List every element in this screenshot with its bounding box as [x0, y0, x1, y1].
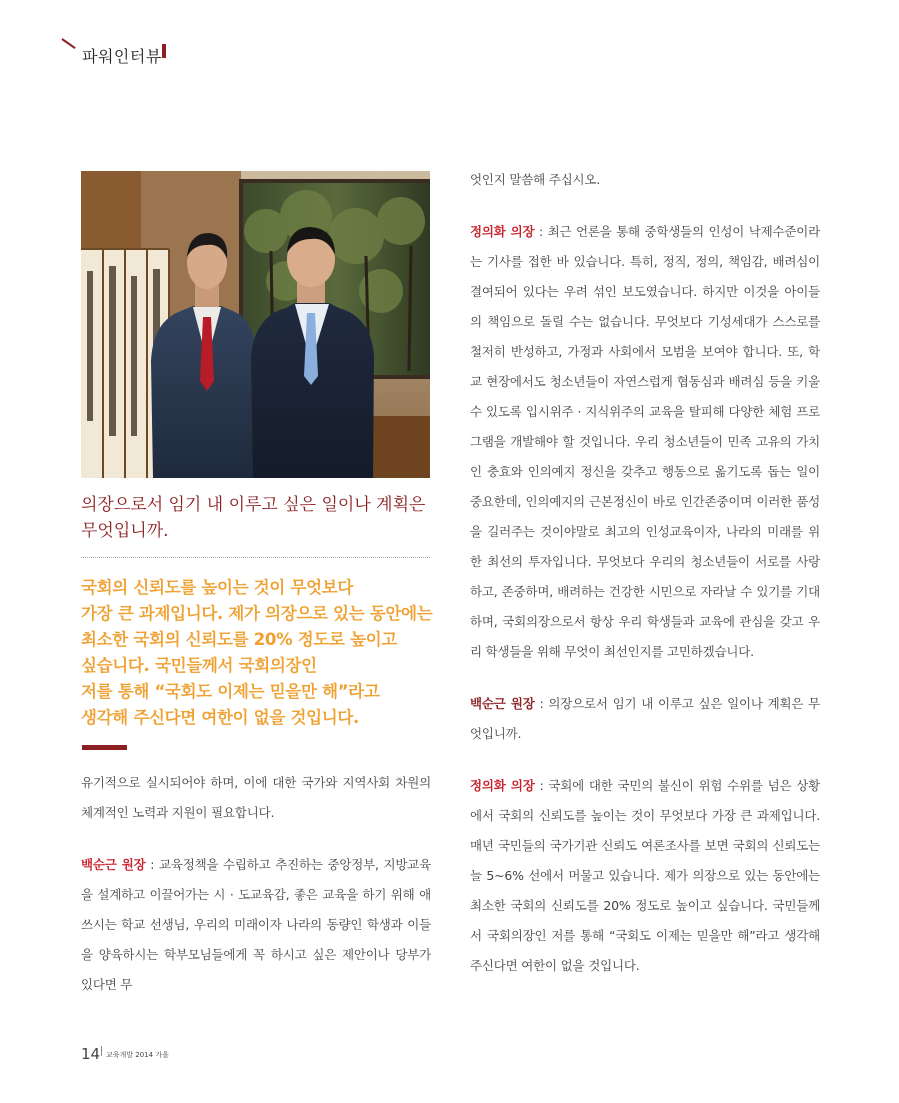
pull-quote-line: 가장 큰 과제입니다. 제가 의장으로 있는 동안에는: [81, 604, 433, 623]
speaker-name: 백순근 원장: [470, 696, 535, 711]
dotted-divider: [81, 557, 430, 558]
pull-quote-line: 저를 통해 “국회도 이제는 믿을만 해”라고: [81, 682, 380, 701]
speaker-name: 백순근 원장: [81, 857, 146, 872]
interview-photo: [81, 171, 430, 478]
body-paragraph: [81, 850, 431, 1000]
speaker-colon: :: [534, 224, 548, 239]
header-slash-mark: [61, 38, 75, 49]
footer-separator: [101, 1046, 102, 1056]
pull-quote-accent-bar: [82, 745, 127, 750]
speaker-name: 정의화 의장: [470, 224, 535, 239]
speaker-colon: :: [145, 857, 159, 872]
pull-quote-line: 생각해 주신다면 여한이 없을 것입니다.: [81, 708, 359, 727]
body-paragraph: [470, 689, 820, 749]
header-accent-bar: [162, 44, 166, 58]
paragraph-text: 교육정책을 수립하고 추진하는 중앙정부, 지방교육을 설계하고 이끌어가는 시 · 도교육감, 좋은 교육을 하기 위해 애쓰시는 학교 선생님, 우리의 미래이자 나라의 동량인 학생과 이들을 양육하시는 학부모님들에게 꼭 하시고 싶은 제안이나 당부가 있다면 무: [81, 857, 431, 992]
pull-quote-line: 국회의 신뢰도를 높이는 것이 무엇보다: [81, 578, 354, 597]
body-paragraph: [470, 217, 820, 667]
question-heading: 의장으로서 임기 내 이루고 싶은 일이나 계획은 무엇입니까.: [81, 495, 426, 541]
speaker-colon: :: [534, 696, 549, 711]
paragraph-text: 의장으로서 임기 내 이루고 싶은 일이나 계획은 무엇입니까.: [470, 696, 821, 741]
paragraph-text: 최근 언론을 통해 중학생들의 인성이 낙제수준이라는 기사를 접한 바 있습니다. 특히, 정직, 정의, 책임감, 배려심이 결여되어 있다는 우려 섞인 보도였습니다. 하지만 이것을 아이들의 책임으로 돌릴 수는 없습니다. 무엇보다 기성세대가 스스로를 철저히 반성하고, 가정과 사회에서 모범을 보여야 합니다. 또, 학교 현장에서도 청소년들이 자연스럽게 협동심과 배려심 등을 키울 수 있도록 입시위주 · 지식위주의 교육을 탈피해 다양한 체험 프로그램을 개발해야 할 것입니다. 우리 청소년들이 민족 고유의 가치인 충효와 인의예지 정신을 갖추고 행동으로 옮기도록 돕는 일이 중요한데, 인의예지의 근본정신이 바로 인간존중이며 이러한 품성을 길러주는 것이야말로 최고의 인성교육이자, 나라의 미래를 위한 최선의 투자입니다. 무엇보다 우리의 청소년들이 서로를 사랑하고, 존중하며, 배려하는 건강한 시민으로 자라날 수 있기를 기대하며, 국회의장으로서 항상 우리 학생들과 교육에 관심을 갖고 우리 학생들을 위해 무엇이 최선인지를 고민하겠습니다.: [470, 224, 820, 659]
speaker-colon: :: [534, 778, 549, 793]
body-paragraph: 유기적으로 실시되어야 하며, 이에 대한 국가와 지역사회 차원의 체계적인 노력과 지원이 필요합니다.: [81, 775, 431, 820]
right-column: [470, 165, 820, 1003]
body-paragraph: [470, 771, 820, 981]
pull-quote-line: 싶습니다. 국민들께서 국회의장인: [81, 656, 317, 675]
page-number: 14: [81, 1045, 101, 1063]
pull-quote: [81, 575, 433, 731]
left-column: [81, 768, 431, 1022]
speaker-name: 정의화 의장: [470, 778, 535, 793]
paragraph-text: 국회에 대한 국민의 불신이 위험 수위를 넘은 상황에서 국회의 신뢰도를 높이는 것이 무엇보다 가장 큰 과제입니다. 매년 국민들의 국가기관 신뢰도 여론조사를 보면 국회의 신뢰도는 늘 5~6% 선에서 머물고 있습니다. 제가 의장으로 있는 동안에는 최소한 국회의 신뢰도를 20% 정도로 높이고 싶습니다. 국민들께서 국회의장인 저를 통해 “국회도 이제는 믿을만 해”라고 생각해 주신다면 여한이 없을 것입니다.: [470, 778, 821, 973]
body-paragraph: 엇인지 말씀해 주십시오.: [470, 172, 601, 187]
section-title: 파워인터뷰: [82, 47, 162, 66]
magazine-name: 교육개발 2014 가을: [106, 1051, 169, 1059]
pull-quote-line: 최소한 국회의 신뢰도를 20% 정도로 높이고: [81, 630, 398, 649]
